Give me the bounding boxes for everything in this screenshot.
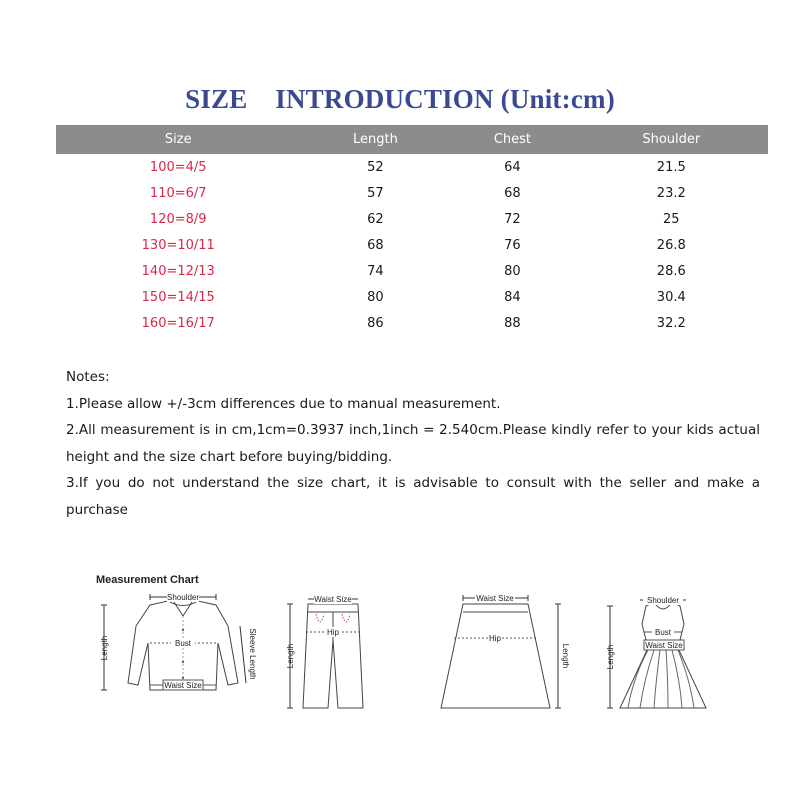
page-title: SIZE INTRODUCTION (Unit:cm): [185, 84, 615, 114]
shoulder-cell: 25: [663, 211, 680, 227]
chest-cell: 84: [504, 289, 521, 305]
shoulder-cell: 23.2: [656, 185, 686, 201]
table-row: [56, 258, 768, 284]
table-row: [56, 232, 768, 258]
table-header-row: [56, 125, 768, 154]
table-row: [56, 206, 768, 232]
length-cell: 80: [367, 289, 384, 305]
shoulder-cell: 32.2: [656, 315, 686, 331]
measurement-chart-heading: Measurement Chart: [96, 574, 199, 586]
pants-length-label: Length: [286, 643, 295, 669]
length-cell: 86: [367, 315, 384, 331]
skirt-length-label: Length: [561, 643, 570, 669]
shirt-sleeve-label: Sleeve Length: [248, 628, 257, 680]
note-item: 2.All measurement is in cm,1cm=0.3937 inch,1inch = 2.540cm.Please kindly refer to your kids actual height and the size chart before buying/bidding.: [66, 422, 760, 465]
table-row: [56, 310, 768, 336]
size-cell: 120=8/9: [149, 211, 207, 227]
shirt-waist-label: Waist Size: [164, 681, 202, 690]
length-cell: 52: [367, 159, 384, 175]
dress-length-label: Length: [606, 644, 615, 670]
header-shoulder: Shoulder: [575, 125, 768, 154]
shirt-shoulder-label: Shoulder: [166, 593, 200, 602]
shoulder-cell: 21.5: [656, 159, 686, 175]
length-cell: 74: [367, 263, 384, 279]
size-cell: 100=4/5: [149, 159, 207, 175]
size-cell: 140=12/13: [141, 263, 215, 279]
table-row: [56, 180, 768, 206]
header-chest: Chest: [450, 125, 574, 154]
shirt-length-label: Length: [100, 635, 109, 661]
shoulder-cell: 26.8: [656, 237, 686, 253]
chest-cell: 68: [504, 185, 521, 201]
notes-section: [66, 364, 760, 523]
dress-bust-label: Bust: [654, 628, 672, 637]
chest-cell: 88: [504, 315, 521, 331]
dress-diagram: [606, 595, 706, 708]
chest-cell: 72: [504, 211, 521, 227]
shoulder-cell: 28.6: [656, 263, 686, 279]
size-cell: 110=6/7: [149, 185, 207, 201]
table-row: [56, 154, 768, 180]
skirt-waist-label: Waist Size: [476, 594, 514, 603]
header-length: Length: [300, 125, 450, 154]
chest-cell: 80: [504, 263, 521, 279]
size-cell: 130=10/11: [141, 237, 215, 253]
notes-heading: Notes:: [66, 369, 110, 385]
skirt-diagram: [441, 593, 570, 708]
chest-cell: 76: [504, 237, 521, 253]
dress-shoulder-label: Shoulder: [646, 596, 680, 605]
measurement-chart: [88, 568, 708, 728]
shirt-diagram: [100, 592, 257, 690]
note-item: 3.If you do not understand the size chart, it is advisable to consult with the seller and make a purchase: [66, 475, 760, 518]
pants-waist-label: Waist Size: [314, 595, 352, 604]
chest-cell: 64: [504, 159, 521, 175]
note-item: 1.Please allow +/-3cm differences due to manual measurement.: [66, 395, 501, 412]
dress-waist-label: Waist Size: [645, 641, 683, 650]
shirt-bust-label: Bust: [174, 639, 192, 648]
header-size: Size: [56, 125, 300, 154]
size-table: [56, 125, 768, 336]
size-cell: 160=16/17: [141, 315, 215, 331]
length-cell: 57: [367, 185, 384, 201]
length-cell: 68: [367, 237, 384, 253]
size-cell: 150=14/15: [141, 289, 215, 305]
pants-diagram: [286, 594, 363, 708]
skirt-hip-label: Hip: [488, 634, 502, 643]
pants-hip-label: Hip: [326, 628, 340, 637]
shoulder-cell: 30.4: [656, 289, 686, 305]
length-cell: 62: [367, 211, 384, 227]
table-row: [56, 284, 768, 310]
